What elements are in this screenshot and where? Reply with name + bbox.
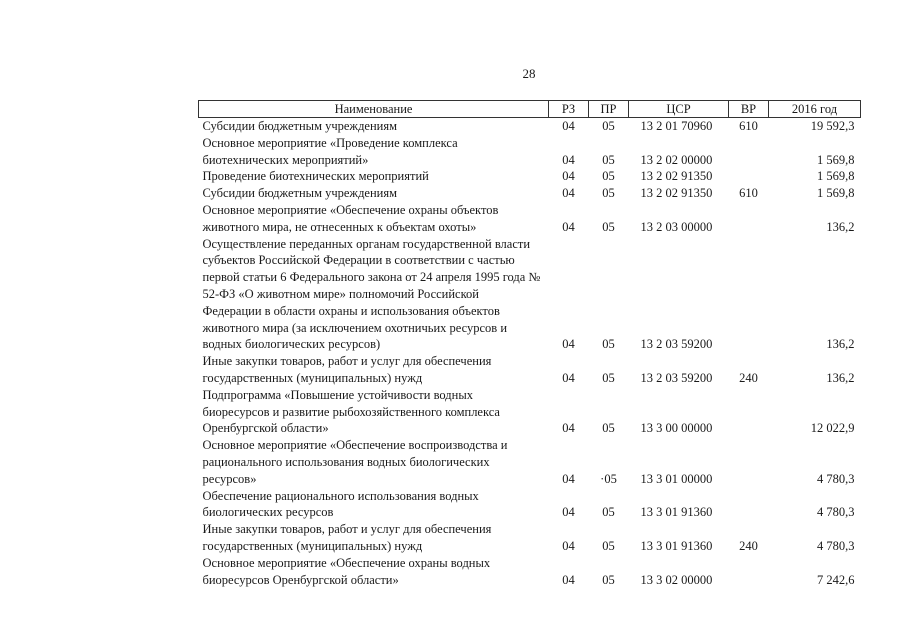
row-name: Проведение биотехнических мероприятий <box>202 169 429 184</box>
row-sum: 136,2 <box>826 219 855 234</box>
row-name: Основное мероприятие «Обеспечение воспроизводства и рационального использования водных биологических ресурсов» <box>202 438 508 486</box>
header-name: Наименование <box>199 101 549 118</box>
row-name: Основное мероприятие «Обеспечение охраны объектов животного мира, не отнесенных к объектам охоты» <box>202 202 499 234</box>
row-pr: 05 <box>602 505 615 520</box>
row-name: Субсидии бюджетным учреждениям <box>202 119 398 133</box>
row-sum: 4 780,3 <box>817 538 855 553</box>
row-rz: 04 <box>562 169 575 184</box>
page-number: 28 <box>522 66 536 81</box>
row-csr: 13 2 03 59200 <box>640 337 713 352</box>
row-pr: 05 <box>602 421 615 436</box>
row-pr: 05 <box>602 538 615 553</box>
table-header-row <box>199 101 861 118</box>
row-pr: 05 <box>602 572 615 587</box>
row-sum: 12 022,9 <box>810 421 855 436</box>
row-rz: 04 <box>562 421 575 436</box>
row-rz: 04 <box>562 471 575 486</box>
row-csr: 13 3 02 00000 <box>640 572 713 587</box>
table-row <box>199 236 861 354</box>
row-name: Иные закупки товаров, работ и услуг для обеспечения государственных (муниципальных) нужд <box>202 522 492 553</box>
row-sum: 1 569,8 <box>817 186 855 201</box>
row-sum: 136,2 <box>826 370 855 385</box>
row-name: Подпрограмма «Повышение устойчивости водных биоресурсов и развитие рыбохозяйственного комплекса Оренбургской области» <box>202 387 500 436</box>
row-vr: 610 <box>739 119 758 133</box>
table-row <box>199 437 861 487</box>
row-csr: 13 2 02 91350 <box>640 169 713 184</box>
row-pr: 05 <box>602 370 615 385</box>
row-pr: 05 <box>602 337 615 352</box>
row-csr: 13 2 03 00000 <box>640 219 713 234</box>
table-row <box>199 118 861 135</box>
row-csr: 13 2 03 59200 <box>640 370 713 385</box>
budget-table <box>198 100 861 588</box>
row-sum: 1 569,8 <box>817 152 855 167</box>
row-sum: 136,2 <box>826 337 855 352</box>
row-rz: 04 <box>562 219 575 234</box>
row-csr: 13 2 02 00000 <box>640 152 713 167</box>
row-pr: ·05 <box>600 471 617 486</box>
row-rz: 04 <box>562 152 575 167</box>
row-pr: 05 <box>602 219 615 234</box>
table-row <box>199 353 861 387</box>
row-csr: 13 3 01 91360 <box>640 505 713 520</box>
row-sum: 7 242,6 <box>817 572 855 587</box>
row-vr: 240 <box>739 538 758 553</box>
header-vr: ВР <box>729 101 769 118</box>
row-pr: 05 <box>602 119 615 133</box>
row-vr <box>729 135 769 169</box>
row-vr: 610 <box>739 186 758 201</box>
row-csr: 13 2 02 91350 <box>640 186 713 201</box>
row-rz: 04 <box>562 337 575 352</box>
row-pr: 05 <box>602 169 615 184</box>
row-name: Субсидии бюджетным учреждениям <box>202 186 398 201</box>
row-csr: 13 3 00 00000 <box>640 421 713 436</box>
table-row <box>199 185 861 202</box>
table-row <box>199 202 861 236</box>
table-row <box>199 521 861 555</box>
row-sum: 1 569,8 <box>817 169 855 184</box>
row-sum: 4 780,3 <box>817 471 855 486</box>
row-pr: 05 <box>602 152 615 167</box>
row-vr <box>729 387 769 437</box>
row-vr <box>729 488 769 522</box>
row-sum: 4 780,3 <box>817 505 855 520</box>
row-name: Основное мероприятие «Проведение комплекса биотехнических мероприятий» <box>202 135 458 167</box>
row-vr <box>729 202 769 236</box>
row-pr: 05 <box>602 186 615 201</box>
row-rz: 04 <box>562 119 575 133</box>
row-vr <box>729 555 769 589</box>
row-vr <box>729 168 769 185</box>
row-name: Основное мероприятие «Обеспечение охраны водных биоресурсов Оренбургской области» <box>202 555 491 587</box>
table-row <box>199 555 861 589</box>
header-rz: РЗ <box>549 101 589 118</box>
row-name: Иные закупки товаров, работ и услуг для обеспечения государственных (муниципальных) нужд <box>202 354 492 385</box>
row-name: Обеспечение рационального использования водных биологических ресурсов <box>202 488 479 520</box>
row-csr: 13 3 01 00000 <box>640 471 713 486</box>
row-name: Осуществление переданных органам государственной власти субъектов Российской Федерации в соответствии с частью первой статьи 6 Федерального закона от 24 апреля 1995 года № 52-ФЗ «О животном мире» полномочий Российской Федерации в области охраны и использования объектов животного мира (за исключением охотничьих ресурсов и водных биологических ресурсов) <box>202 236 541 352</box>
table-row <box>199 168 861 185</box>
header-csr: ЦСР <box>629 101 729 118</box>
row-rz: 04 <box>562 186 575 201</box>
table-row <box>199 135 861 169</box>
table-row <box>199 387 861 437</box>
header-pr: ПР <box>589 101 629 118</box>
row-csr: 13 3 01 91360 <box>640 538 713 553</box>
row-rz: 04 <box>562 538 575 553</box>
row-csr: 13 2 01 70960 <box>640 119 713 133</box>
row-vr <box>729 437 769 487</box>
table-row <box>199 488 861 522</box>
row-rz: 04 <box>562 370 575 385</box>
row-vr <box>729 236 769 354</box>
row-vr: 240 <box>739 370 758 385</box>
row-rz: 04 <box>562 505 575 520</box>
row-rz: 04 <box>562 572 575 587</box>
row-sum: 19 592,3 <box>810 119 855 133</box>
header-year: 2016 год <box>769 101 861 118</box>
